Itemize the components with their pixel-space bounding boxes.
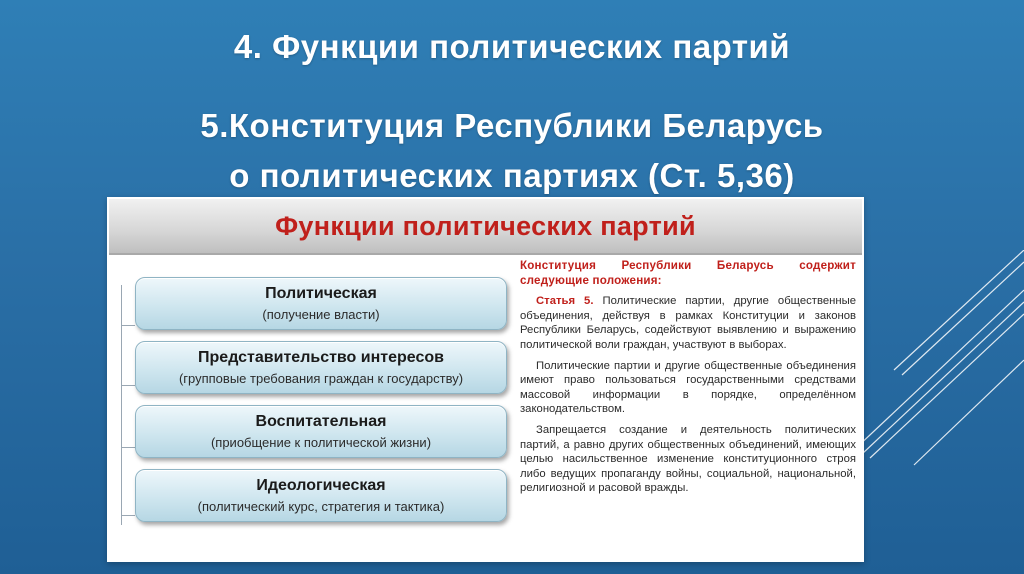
function-title: Идеологическая [256, 477, 386, 494]
function-subtitle: (политический курс, стратегия и тактика) [197, 499, 445, 514]
slide-subtitle-line2: о политических партиях (Ст. 5,36) [229, 157, 795, 194]
function-ideological [135, 469, 507, 522]
functions-figure [107, 197, 864, 562]
function-subtitle: (групповые требования граждан к государству) [178, 371, 464, 386]
article-text: Политические партии, другие общественные объединения, действуя в рамках Конституции и законов Республики Беларусь, содействуют выявлению и выражению политической воли граждан, участвуют в выборах. [520, 295, 856, 351]
tree-branch [121, 385, 135, 386]
decorative-lines [854, 250, 1024, 470]
tree-connector [121, 285, 122, 525]
figure-header-title: Функции политических партий [275, 210, 696, 241]
article-5-paragraph [520, 294, 856, 352]
function-educational [135, 405, 507, 458]
slide-subtitle [0, 101, 1024, 201]
function-title: Представительство интересов [198, 349, 444, 366]
function-title: Политическая [265, 285, 377, 302]
function-title: Воспитательная [255, 413, 387, 430]
tree-branch [121, 447, 135, 448]
paragraph-prohibition: Запрещается создание и деятельность политических партий, а равно других общественных объединений, имеющих целью насильственное изменение конституционного строя либо ведущих пропаганду войны, социальной, национальной, религиозной и расовой вражды. [520, 423, 856, 495]
function-subtitle: (приобщение к политической жизни) [210, 435, 432, 450]
tree-branch [121, 325, 135, 326]
function-political [135, 277, 507, 330]
paragraph-media: Политические партии и другие общественные объединения имеют право пользоваться государственными средствами массовой информации в порядке, определённом законодательством. [520, 359, 856, 416]
figure-header [109, 199, 862, 255]
function-representation [135, 341, 507, 394]
constitution-text [520, 259, 856, 502]
constitution-heading: Конституция Республики Беларусь содержит следующие положения: [520, 259, 856, 287]
tree-branch [121, 515, 135, 516]
slide-subtitle-line1: 5.Конституция Республики Беларусь [200, 107, 824, 144]
slide-title: 4. Функции политических партий [233, 28, 791, 65]
function-subtitle: (получение власти) [262, 307, 380, 322]
article-label: Статья 5. [536, 295, 594, 308]
